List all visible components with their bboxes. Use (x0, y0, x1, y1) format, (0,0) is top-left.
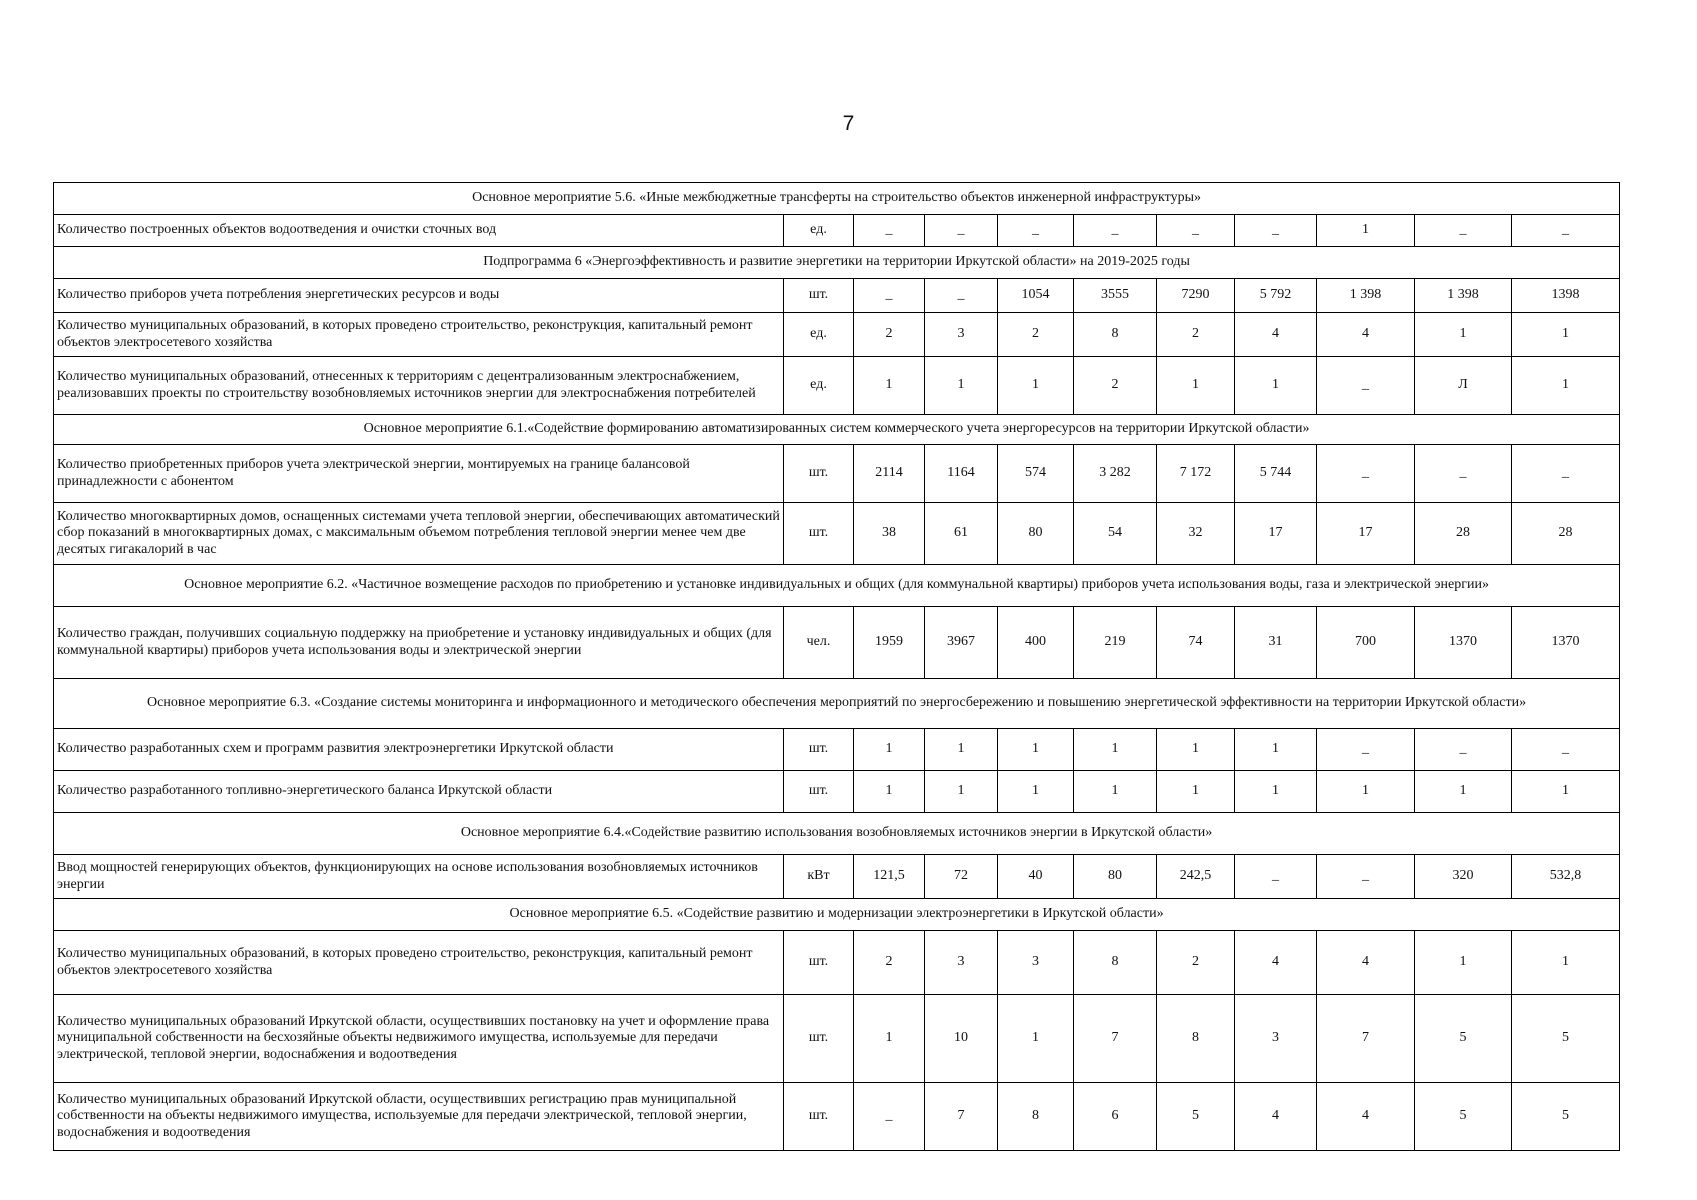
indicator-row (54, 931, 1620, 995)
unit-cell: шт. (784, 729, 854, 771)
unit-cell: ед. (784, 215, 854, 247)
section-title: Основное мероприятие 5.6. «Иные межбюджетные трансферты на строительство объектов инженерной инфраструктуры» (54, 183, 1620, 215)
value-cell: 2 (1157, 313, 1235, 357)
value-cell: 74 (1157, 607, 1235, 679)
value-cell: 5 (1512, 1083, 1620, 1151)
value-cell: 40 (998, 855, 1074, 899)
value-cell: 1 (998, 995, 1074, 1083)
value-cell: 1 (854, 357, 925, 415)
value-cell: 28 (1512, 503, 1620, 565)
unit-cell: шт. (784, 995, 854, 1083)
value-cell: 4 (1235, 313, 1317, 357)
value-cell: _ (925, 279, 998, 313)
value-cell: _ (1235, 855, 1317, 899)
value-cell: 4 (1317, 1083, 1415, 1151)
value-cell: 2 (998, 313, 1074, 357)
indicator-name: Ввод мощностей генерирующих объектов, функционирующих на основе использования возобновляемых источников энергии (54, 855, 784, 899)
value-cell: 1 (1235, 729, 1317, 771)
value-cell: _ (1415, 729, 1512, 771)
value-cell: 7 (1317, 995, 1415, 1083)
indicators-table (53, 182, 1620, 1151)
value-cell: 1 (854, 729, 925, 771)
indicator-name: Количество муниципальных образований Иркутской области, осуществивших регистрацию прав муниципальной собственности на объекты недвижимого имущества, используемые для передачи электрической, тепловой энергии, водоснабжения и водоотведения (54, 1083, 784, 1151)
value-cell: 3967 (925, 607, 998, 679)
section-title: Основное мероприятие 6.4.«Содействие развитию использования возобновляемых источников энергии в Иркутской области» (54, 813, 1620, 855)
unit-cell: шт. (784, 771, 854, 813)
value-cell: 1 (854, 995, 925, 1083)
value-cell: _ (1415, 215, 1512, 247)
value-cell: 1 (1235, 357, 1317, 415)
indicator-row (54, 855, 1620, 899)
value-cell: 10 (925, 995, 998, 1083)
indicator-row (54, 279, 1620, 313)
value-cell: 1 (1512, 357, 1620, 415)
value-cell: _ (998, 215, 1074, 247)
value-cell: 1 (998, 771, 1074, 813)
value-cell: 54 (1074, 503, 1157, 565)
value-cell: 1 398 (1415, 279, 1512, 313)
value-cell: _ (1317, 445, 1415, 503)
indicator-row (54, 607, 1620, 679)
value-cell: 32 (1157, 503, 1235, 565)
value-cell: 1370 (1415, 607, 1512, 679)
indicator-row (54, 729, 1620, 771)
indicator-row (54, 995, 1620, 1083)
value-cell: 1 (1512, 313, 1620, 357)
value-cell: 219 (1074, 607, 1157, 679)
indicator-name: Количество муниципальных образований Иркутской области, осуществивших постановку на учет и оформление права муниципальной собственности на бесхозяйные объекты недвижимого имущества, используемые для передачи электрической, тепловой энергии, водоснабжения и водоотведения (54, 995, 784, 1083)
unit-cell: кВт (784, 855, 854, 899)
value-cell: 3 (925, 931, 998, 995)
value-cell: 1 398 (1317, 279, 1415, 313)
value-cell: _ (1415, 445, 1512, 503)
value-cell: 31 (1235, 607, 1317, 679)
section-header-row (54, 183, 1620, 215)
value-cell: 700 (1317, 607, 1415, 679)
value-cell: _ (854, 215, 925, 247)
value-cell: 400 (998, 607, 1074, 679)
value-cell: 7 (1074, 995, 1157, 1083)
value-cell: 17 (1317, 503, 1415, 565)
value-cell: 7 172 (1157, 445, 1235, 503)
value-cell: 532,8 (1512, 855, 1620, 899)
section-header-row (54, 679, 1620, 729)
value-cell: 1 (1157, 357, 1235, 415)
indicator-row (54, 215, 1620, 247)
value-cell: 8 (1074, 313, 1157, 357)
indicator-name: Количество муниципальных образований, отнесенных к территориям с децентрализованным электроснабжением, реализовавших проекты по строительству возобновляемых источников энергии для электроснабжения потребителей (54, 357, 784, 415)
indicator-name: Количество муниципальных образований, в которых проведено строительство, реконструкция, капитальный ремонт объектов электросетевого хозяйства (54, 313, 784, 357)
section-header-row (54, 247, 1620, 279)
section-header-row (54, 565, 1620, 607)
value-cell: 1 (1415, 931, 1512, 995)
value-cell: 2 (1157, 931, 1235, 995)
value-cell: 17 (1235, 503, 1317, 565)
value-cell: 5 (1512, 995, 1620, 1083)
unit-cell: шт. (784, 445, 854, 503)
value-cell: 8 (1157, 995, 1235, 1083)
value-cell: 320 (1415, 855, 1512, 899)
value-cell: 1 (1157, 771, 1235, 813)
value-cell: 1 (998, 729, 1074, 771)
value-cell: 5 (1415, 1083, 1512, 1151)
value-cell: 1 (1317, 215, 1415, 247)
value-cell: Л (1415, 357, 1512, 415)
value-cell: 1164 (925, 445, 998, 503)
value-cell: 5 744 (1235, 445, 1317, 503)
value-cell: 1 (1074, 729, 1157, 771)
indicator-row (54, 357, 1620, 415)
value-cell: _ (1317, 729, 1415, 771)
value-cell: 574 (998, 445, 1074, 503)
value-cell: 1959 (854, 607, 925, 679)
value-cell: 3 (1235, 995, 1317, 1083)
indicator-row (54, 503, 1620, 565)
indicator-name: Количество приборов учета потребления энергетических ресурсов и воды (54, 279, 784, 313)
section-header-row (54, 899, 1620, 931)
indicator-name: Количество приобретенных приборов учета электрической энергии, монтируемых на границе балансовой принадлежности с абонентом (54, 445, 784, 503)
value-cell: 1 (1317, 771, 1415, 813)
value-cell: 28 (1415, 503, 1512, 565)
value-cell: 1 (1074, 771, 1157, 813)
value-cell: 1 (854, 771, 925, 813)
value-cell: 3555 (1074, 279, 1157, 313)
section-title: Основное мероприятие 6.5. «Содействие развитию и модернизации электроэнергетики в Иркутской области» (54, 899, 1620, 931)
indicator-row (54, 445, 1620, 503)
indicator-name: Количество граждан, получивших социальную поддержку на приобретение и установку индивидуальных и общих (для коммунальной квартиры) приборов учета использования воды и электрической энергии (54, 607, 784, 679)
indicator-row (54, 771, 1620, 813)
value-cell: 7 (925, 1083, 998, 1151)
value-cell: 1398 (1512, 279, 1620, 313)
unit-cell: ед. (784, 313, 854, 357)
value-cell: 1 (998, 357, 1074, 415)
value-cell: 80 (1074, 855, 1157, 899)
value-cell: 1 (1235, 771, 1317, 813)
value-cell: _ (1317, 357, 1415, 415)
value-cell: _ (1317, 855, 1415, 899)
value-cell: 3 (998, 931, 1074, 995)
value-cell: 2114 (854, 445, 925, 503)
value-cell: 1 (1512, 931, 1620, 995)
section-title: Основное мероприятие 6.2. «Частичное возмещение расходов по приобретению и установке индивидуальных и общих (для коммунальной квартиры) приборов учета использования воды, газа и электрической энергии» (54, 565, 1620, 607)
section-title: Основное мероприятие 6.1.«Содействие формированию автоматизированных систем коммерческого учета энергоресурсов на территории Иркутской области» (54, 415, 1620, 445)
indicator-name: Количество разработанного топливно-энергетического баланса Иркутской области (54, 771, 784, 813)
value-cell: 1 (1512, 771, 1620, 813)
indicator-row (54, 1083, 1620, 1151)
value-cell: 4 (1317, 313, 1415, 357)
value-cell: 242,5 (1157, 855, 1235, 899)
indicator-name: Количество муниципальных образований, в которых проведено строительство, реконструкция, капитальный ремонт объектов электросетевого хозяйства (54, 931, 784, 995)
value-cell: _ (1512, 215, 1620, 247)
value-cell: _ (1512, 445, 1620, 503)
value-cell: 4 (1317, 931, 1415, 995)
value-cell: _ (925, 215, 998, 247)
value-cell: _ (1074, 215, 1157, 247)
value-cell: 7290 (1157, 279, 1235, 313)
value-cell: 6 (1074, 1083, 1157, 1151)
section-header-row (54, 813, 1620, 855)
value-cell: _ (1157, 215, 1235, 247)
value-cell: 2 (1074, 357, 1157, 415)
value-cell: 5 (1415, 995, 1512, 1083)
value-cell: 8 (998, 1083, 1074, 1151)
value-cell: 121,5 (854, 855, 925, 899)
unit-cell: шт. (784, 1083, 854, 1151)
value-cell: 61 (925, 503, 998, 565)
value-cell: 1370 (1512, 607, 1620, 679)
value-cell: 3 282 (1074, 445, 1157, 503)
value-cell: 1 (925, 771, 998, 813)
unit-cell: ед. (784, 357, 854, 415)
value-cell: _ (854, 1083, 925, 1151)
value-cell: 5 (1157, 1083, 1235, 1151)
value-cell: 38 (854, 503, 925, 565)
indicator-name: Количество построенных объектов водоотведения и очистки сточных вод (54, 215, 784, 247)
value-cell: _ (1235, 215, 1317, 247)
value-cell: 1054 (998, 279, 1074, 313)
section-title: Подпрограмма 6 «Энергоэффективность и развитие энергетики на территории Иркутской области» на 2019-2025 годы (54, 247, 1620, 279)
section-header-row (54, 415, 1620, 445)
value-cell: _ (1512, 729, 1620, 771)
value-cell: 1 (925, 729, 998, 771)
unit-cell: шт. (784, 279, 854, 313)
value-cell: 1 (1415, 771, 1512, 813)
value-cell: 1 (1157, 729, 1235, 771)
value-cell: 1 (925, 357, 998, 415)
value-cell: 80 (998, 503, 1074, 565)
indicator-row (54, 313, 1620, 357)
indicator-name: Количество многоквартирных домов, оснащенных системами учета тепловой энергии, обеспечивающих автоматический сбор показаний в многоквартирных домах, с максимальным объемом потребления тепловой энергии менее чем две десятых гигакалорий в час (54, 503, 784, 565)
unit-cell: шт. (784, 503, 854, 565)
value-cell: 8 (1074, 931, 1157, 995)
value-cell: 2 (854, 313, 925, 357)
value-cell: 2 (854, 931, 925, 995)
value-cell: 3 (925, 313, 998, 357)
value-cell: 4 (1235, 931, 1317, 995)
page-number: 7 (842, 112, 855, 135)
indicator-name: Количество разработанных схем и программ развития электроэнергетики Иркутской области (54, 729, 784, 771)
value-cell: 4 (1235, 1083, 1317, 1151)
unit-cell: шт. (784, 931, 854, 995)
value-cell: 1 (1415, 313, 1512, 357)
value-cell: 5 792 (1235, 279, 1317, 313)
value-cell: 72 (925, 855, 998, 899)
unit-cell: чел. (784, 607, 854, 679)
section-title: Основное мероприятие 6.3. «Создание системы мониторинга и информационного и методического обеспечения мероприятий по энергосбережению и повышению энергетической эффективности на территории Иркутской области» (54, 679, 1620, 729)
value-cell: _ (854, 279, 925, 313)
